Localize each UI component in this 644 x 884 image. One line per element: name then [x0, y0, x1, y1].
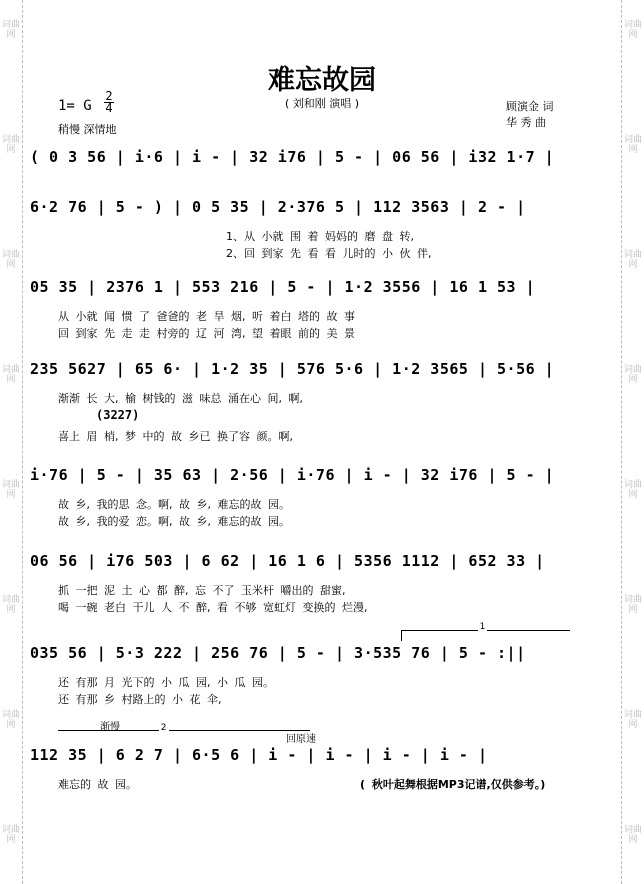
- watermark-text: 词曲网: [623, 250, 642, 270]
- notation-line-5: i·76 | 5 - | 35 63 | 2·56 | i·76 | i - | 32 i76 | 5 - |: [30, 466, 555, 484]
- watermark-text: 词曲网: [623, 595, 642, 615]
- right-watermark-strip: [621, 0, 644, 884]
- song-title: 难忘故园: [268, 65, 376, 96]
- lyrics-line-5b: 故 乡, 我的爱 恋。啊, 故 乡, 难忘的故 园。: [58, 515, 290, 528]
- lyrics-line-7b: 还 有那 乡 村路上的 小 花 伞,: [58, 693, 222, 706]
- notation-line-8: 112 35 | 6 2 7 | 6·5 6 | i - | i - | i - | i - |: [30, 746, 488, 764]
- lyrics-line-4b: 喜上 眉 梢, 梦 中的 故 乡已 换了容 颜。啊,: [58, 430, 293, 443]
- score-sheet: [30, 0, 614, 884]
- lyrics-line-3a: 从 小就 闻 惯 了 爸爸的 老 旱 烟, 听 着白 塔的 故 事: [58, 310, 355, 323]
- tempo-marking: 稍慢 深情地: [58, 123, 117, 136]
- notation-line-3: 05 35 | 2376 1 | 553 216 | 5 - | 1·2 3556 | 16 1 53 |: [30, 278, 536, 296]
- ornament-notes: (3227): [96, 408, 140, 422]
- lyrics-line-8: 难忘的 故 园。: [58, 778, 137, 791]
- watermark-text: 词曲网: [1, 250, 20, 270]
- left-watermark-strip: [0, 0, 23, 884]
- time-numerator: 2: [105, 89, 113, 103]
- notation-line-6: 06 56 | i76 503 | 6 62 | 16 1 6 | 5356 1112 | 652 33 |: [30, 552, 545, 570]
- second-ending-label: 2: [160, 723, 167, 733]
- watermark-text: 词曲网: [1, 20, 20, 40]
- watermark-text: 词曲网: [623, 135, 642, 155]
- key-signature: 1= G: [58, 98, 92, 114]
- singer-credit: ( 刘和刚 演唱 ): [284, 97, 360, 110]
- lyrics-line-2b: 2、回 到家 先 看 看 儿时的 小 伙 伴,: [226, 247, 432, 260]
- slowing-marking: 渐慢: [100, 722, 120, 733]
- lyrics-line-4a: 渐渐 长 大, 榆 树钱的 滋 味总 涌在心 间, 啊,: [58, 392, 303, 405]
- lyrics-line-3b: 回 到家 先 走 走 村旁的 辽 河 湾, 望 着眼 前的 美 景: [58, 327, 355, 340]
- notation-line-4: 235 5627 | 65 6· | 1·2 35 | 576 5·6 | 1·2 3565 | 5·56 |: [30, 360, 555, 378]
- watermark-text: 词曲网: [1, 135, 20, 155]
- watermark-text: 词曲网: [1, 365, 20, 385]
- first-ending-bracket: [401, 622, 570, 641]
- transcription-note: ( 秋叶起舞根据MP3记谱,仅供参考。): [360, 778, 546, 791]
- first-ending-label: 1: [479, 622, 486, 632]
- watermark-text: 词曲网: [1, 480, 20, 500]
- watermark-text: 词曲网: [623, 20, 642, 40]
- notation-line-1: ( 0 3 56 | i·6 | i - | 32 i76 | 5 - | 06 56 | i32 1·7 |: [30, 148, 555, 166]
- composer-credit: 华 秀 曲: [506, 116, 546, 129]
- watermark-text: 词曲网: [1, 595, 20, 615]
- watermark-text: 词曲网: [623, 365, 642, 385]
- lyricist-credit: 顾演金 词: [506, 100, 554, 113]
- time-denominator: 4: [105, 101, 113, 115]
- watermark-text: 词曲网: [623, 480, 642, 500]
- lyrics-line-6b: 喝 一碗 老白 干儿 人 不 醉, 看 不够 宽虹灯 变换的 烂漫,: [58, 601, 368, 614]
- lyrics-line-7a: 还 有那 月 光下的 小 瓜 园, 小 瓜 园。: [58, 676, 274, 689]
- lyrics-line-5a: 故 乡, 我的思 念。啊, 故 乡, 难忘的故 园。: [58, 498, 290, 511]
- lyrics-line-2a: 1、从 小就 围 着 妈妈的 磨 盘 转,: [226, 230, 414, 243]
- watermark-text: 词曲网: [1, 825, 20, 845]
- notation-line-7: 035 56 | 5·3 222 | 256 76 | 5 - | 3·535 76 | 5 - :||: [30, 644, 526, 662]
- notation-line-2: 6·2 76 | 5 - ) | 0 5 35 | 2·376 5 | 112 3563 | 2 - |: [30, 198, 526, 216]
- original-tempo-marking: 回原速: [286, 734, 316, 745]
- time-signature: [103, 91, 115, 114]
- lyrics-line-6a: 抓 一把 泥 土 心 都 醉, 忘 不了 玉米杆 嚼出的 甜蜜,: [58, 584, 346, 597]
- watermark-text: 词曲网: [623, 825, 642, 845]
- watermark-text: 词曲网: [1, 710, 20, 730]
- watermark-text: 词曲网: [623, 710, 642, 730]
